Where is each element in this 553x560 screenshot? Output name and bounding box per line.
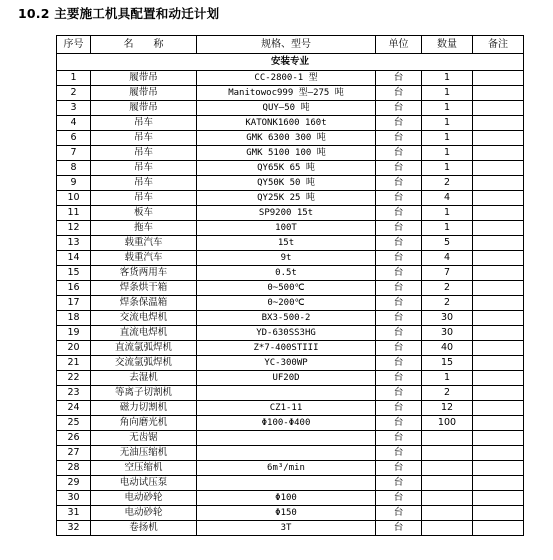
row-no: 27 xyxy=(57,446,91,461)
row-no: 13 xyxy=(57,236,91,251)
row-spec: 3T xyxy=(197,521,376,536)
row-unit: 台 xyxy=(376,131,422,146)
row-name: 载重汽车 xyxy=(91,236,197,251)
row-name: 板车 xyxy=(91,206,197,221)
row-no: 7 xyxy=(57,146,91,161)
row-spec: UF20D xyxy=(197,371,376,386)
header-spec: 规格、型号 xyxy=(197,36,376,54)
row-remarks xyxy=(473,401,524,416)
row-name: 无齿锯 xyxy=(91,431,197,446)
row-unit: 台 xyxy=(376,491,422,506)
row-quantity: 1 xyxy=(422,101,473,116)
row-remarks xyxy=(473,206,524,221)
row-name: 去湿机 xyxy=(91,371,197,386)
row-no: 26 xyxy=(57,431,91,446)
row-quantity: 1 xyxy=(422,221,473,236)
row-name: 焊条保温箱 xyxy=(91,296,197,311)
table-row xyxy=(57,476,524,491)
row-quantity xyxy=(422,431,473,446)
row-remarks xyxy=(473,251,524,266)
row-name: 吊车 xyxy=(91,131,197,146)
row-quantity: 4 xyxy=(422,191,473,206)
row-remarks xyxy=(473,476,524,491)
row-spec: QY65K 65 吨 xyxy=(197,161,376,176)
row-spec: QY25K 25 吨 xyxy=(197,191,376,206)
table-row xyxy=(57,116,524,131)
table-row xyxy=(57,506,524,521)
header-no: 序号 xyxy=(57,36,91,54)
equipment-table xyxy=(56,35,524,536)
table-row xyxy=(57,206,524,221)
row-remarks xyxy=(473,521,524,536)
row-spec: KATONK1600 160t xyxy=(197,116,376,131)
row-no: 4 xyxy=(57,116,91,131)
row-spec: Φ100 xyxy=(197,491,376,506)
row-name: 载重汽车 xyxy=(91,251,197,266)
row-quantity: 15 xyxy=(422,356,473,371)
table-row xyxy=(57,221,524,236)
row-name: 卷扬机 xyxy=(91,521,197,536)
table-row xyxy=(57,236,524,251)
row-spec: BX3-500-2 xyxy=(197,311,376,326)
row-name: 拖车 xyxy=(91,221,197,236)
table-row xyxy=(57,281,524,296)
table-row xyxy=(57,491,524,506)
row-no: 17 xyxy=(57,296,91,311)
row-no: 23 xyxy=(57,386,91,401)
row-remarks xyxy=(473,131,524,146)
row-name: 电动试压泵 xyxy=(91,476,197,491)
row-name: 客货两用车 xyxy=(91,266,197,281)
table-row xyxy=(57,416,524,431)
row-unit: 台 xyxy=(376,176,422,191)
row-quantity: 2 xyxy=(422,386,473,401)
row-remarks xyxy=(473,161,524,176)
row-no: 1 xyxy=(57,71,91,86)
table-row xyxy=(57,446,524,461)
row-quantity xyxy=(422,521,473,536)
row-unit: 台 xyxy=(376,116,422,131)
row-spec: YD-630SS3HG xyxy=(197,326,376,341)
row-spec: GMK 6300 300 吨 xyxy=(197,131,376,146)
row-remarks xyxy=(473,386,524,401)
row-no: 20 xyxy=(57,341,91,356)
row-remarks xyxy=(473,506,524,521)
row-unit: 台 xyxy=(376,356,422,371)
row-spec xyxy=(197,431,376,446)
row-remarks xyxy=(473,191,524,206)
row-name: 直流电焊机 xyxy=(91,326,197,341)
row-name: 直流氩弧焊机 xyxy=(91,341,197,356)
row-spec: 6m³/min xyxy=(197,461,376,476)
row-no: 3 xyxy=(57,101,91,116)
row-quantity: 4 xyxy=(422,251,473,266)
row-remarks xyxy=(473,296,524,311)
row-no: 18 xyxy=(57,311,91,326)
row-remarks xyxy=(473,311,524,326)
table-row xyxy=(57,131,524,146)
row-unit: 台 xyxy=(376,206,422,221)
row-remarks xyxy=(473,221,524,236)
row-unit: 台 xyxy=(376,371,422,386)
row-no: 10 xyxy=(57,191,91,206)
header-name: 名 称 xyxy=(91,36,197,54)
row-no: 2 xyxy=(57,86,91,101)
row-quantity xyxy=(422,491,473,506)
row-name: 无油压缩机 xyxy=(91,446,197,461)
table-row xyxy=(57,326,524,341)
row-spec xyxy=(197,386,376,401)
row-quantity: 1 xyxy=(422,86,473,101)
row-spec: 100T xyxy=(197,221,376,236)
table-row xyxy=(57,161,524,176)
table-row xyxy=(57,296,524,311)
row-spec: QUY—50 吨 xyxy=(197,101,376,116)
row-unit: 台 xyxy=(376,101,422,116)
row-no: 11 xyxy=(57,206,91,221)
row-remarks xyxy=(473,416,524,431)
row-quantity xyxy=(422,446,473,461)
row-quantity: 40 xyxy=(422,341,473,356)
table-row xyxy=(57,386,524,401)
row-name: 磁力切割机 xyxy=(91,401,197,416)
row-name: 履带吊 xyxy=(91,71,197,86)
row-unit: 台 xyxy=(376,461,422,476)
row-unit: 台 xyxy=(376,86,422,101)
row-quantity: 1 xyxy=(422,206,473,221)
row-remarks xyxy=(473,446,524,461)
row-remarks xyxy=(473,431,524,446)
table-row xyxy=(57,311,524,326)
row-spec: 0~500℃ xyxy=(197,281,376,296)
row-no: 30 xyxy=(57,491,91,506)
row-quantity: 5 xyxy=(422,236,473,251)
row-no: 12 xyxy=(57,221,91,236)
section-row xyxy=(57,54,524,71)
header-remarks: 备注 xyxy=(473,36,524,54)
header-unit: 单位 xyxy=(376,36,422,54)
row-spec: 15t xyxy=(197,236,376,251)
row-remarks xyxy=(473,176,524,191)
row-quantity: 100 xyxy=(422,416,473,431)
row-unit: 台 xyxy=(376,281,422,296)
row-remarks xyxy=(473,326,524,341)
row-no: 31 xyxy=(57,506,91,521)
row-remarks xyxy=(473,236,524,251)
row-no: 15 xyxy=(57,266,91,281)
table-header-row xyxy=(57,36,524,54)
row-unit: 台 xyxy=(376,326,422,341)
row-spec: QY50K 50 吨 xyxy=(197,176,376,191)
row-spec: Z*7-400STIII xyxy=(197,341,376,356)
row-spec: 0~200℃ xyxy=(197,296,376,311)
row-remarks xyxy=(473,86,524,101)
row-quantity: 2 xyxy=(422,296,473,311)
row-unit: 台 xyxy=(376,146,422,161)
row-remarks xyxy=(473,266,524,281)
table-row xyxy=(57,461,524,476)
section-heading: 10.2 主要施工机具配置和动迁计划 xyxy=(18,6,220,21)
row-no: 14 xyxy=(57,251,91,266)
row-unit: 台 xyxy=(376,311,422,326)
row-quantity xyxy=(422,506,473,521)
row-spec xyxy=(197,446,376,461)
row-unit: 台 xyxy=(376,191,422,206)
row-name: 吊车 xyxy=(91,161,197,176)
row-quantity: 30 xyxy=(422,311,473,326)
table-row xyxy=(57,251,524,266)
row-spec: 0.5t xyxy=(197,266,376,281)
row-name: 电动砂轮 xyxy=(91,506,197,521)
row-quantity: 1 xyxy=(422,71,473,86)
row-no: 19 xyxy=(57,326,91,341)
table-row xyxy=(57,371,524,386)
row-no: 22 xyxy=(57,371,91,386)
row-quantity: 2 xyxy=(422,176,473,191)
row-no: 9 xyxy=(57,176,91,191)
row-spec: SP9200 15t xyxy=(197,206,376,221)
row-unit: 台 xyxy=(376,236,422,251)
row-remarks xyxy=(473,371,524,386)
row-name: 履带吊 xyxy=(91,101,197,116)
row-unit: 台 xyxy=(376,476,422,491)
row-spec xyxy=(197,476,376,491)
table-row xyxy=(57,71,524,86)
row-name: 等离子切割机 xyxy=(91,386,197,401)
row-no: 16 xyxy=(57,281,91,296)
row-name: 吊车 xyxy=(91,146,197,161)
row-remarks xyxy=(473,356,524,371)
table-row xyxy=(57,521,524,536)
row-quantity: 30 xyxy=(422,326,473,341)
table-row xyxy=(57,356,524,371)
row-quantity: 1 xyxy=(422,131,473,146)
row-name: 交流氩弧焊机 xyxy=(91,356,197,371)
row-spec: YC-300WP xyxy=(197,356,376,371)
row-unit: 台 xyxy=(376,251,422,266)
table-row xyxy=(57,401,524,416)
row-remarks xyxy=(473,71,524,86)
row-no: 32 xyxy=(57,521,91,536)
row-no: 21 xyxy=(57,356,91,371)
row-quantity: 2 xyxy=(422,281,473,296)
row-remarks xyxy=(473,101,524,116)
row-no: 24 xyxy=(57,401,91,416)
row-remarks xyxy=(473,281,524,296)
row-quantity: 1 xyxy=(422,116,473,131)
row-unit: 台 xyxy=(376,386,422,401)
row-spec: Manitowoc999 型—275 吨 xyxy=(197,86,376,101)
row-quantity: 1 xyxy=(422,146,473,161)
table-row xyxy=(57,101,524,116)
table-row xyxy=(57,266,524,281)
row-remarks xyxy=(473,116,524,131)
row-name: 电动砂轮 xyxy=(91,491,197,506)
row-unit: 台 xyxy=(376,521,422,536)
row-no: 8 xyxy=(57,161,91,176)
table-row xyxy=(57,191,524,206)
section-label: 安装专业 xyxy=(57,54,524,71)
row-spec: GMK 5100 100 吨 xyxy=(197,146,376,161)
row-unit: 台 xyxy=(376,71,422,86)
row-unit: 台 xyxy=(376,341,422,356)
row-unit: 台 xyxy=(376,221,422,236)
row-quantity: 12 xyxy=(422,401,473,416)
row-quantity: 7 xyxy=(422,266,473,281)
row-no: 28 xyxy=(57,461,91,476)
row-remarks xyxy=(473,461,524,476)
row-no: 25 xyxy=(57,416,91,431)
row-unit: 台 xyxy=(376,401,422,416)
row-unit: 台 xyxy=(376,266,422,281)
row-quantity: 1 xyxy=(422,371,473,386)
row-spec: CZ1-11 xyxy=(197,401,376,416)
row-unit: 台 xyxy=(376,161,422,176)
row-unit: 台 xyxy=(376,446,422,461)
row-no: 6 xyxy=(57,131,91,146)
row-name: 焊条烘干箱 xyxy=(91,281,197,296)
row-quantity xyxy=(422,461,473,476)
row-spec: CC-2800-1 型 xyxy=(197,71,376,86)
row-spec: 9t xyxy=(197,251,376,266)
row-spec: Φ100-Φ400 xyxy=(197,416,376,431)
row-quantity: 1 xyxy=(422,161,473,176)
row-remarks xyxy=(473,491,524,506)
row-name: 吊车 xyxy=(91,191,197,206)
row-no: 29 xyxy=(57,476,91,491)
row-name: 空压缩机 xyxy=(91,461,197,476)
row-unit: 台 xyxy=(376,416,422,431)
row-name: 交流电焊机 xyxy=(91,311,197,326)
table-row xyxy=(57,431,524,446)
row-unit: 台 xyxy=(376,431,422,446)
header-quantity: 数量 xyxy=(422,36,473,54)
table-row xyxy=(57,176,524,191)
row-name: 吊车 xyxy=(91,116,197,131)
row-name: 履带吊 xyxy=(91,86,197,101)
table-row xyxy=(57,86,524,101)
row-unit: 台 xyxy=(376,296,422,311)
row-unit: 台 xyxy=(376,506,422,521)
row-spec: Φ150 xyxy=(197,506,376,521)
row-quantity xyxy=(422,476,473,491)
table-row xyxy=(57,341,524,356)
table-row xyxy=(57,146,524,161)
row-name: 角向磨光机 xyxy=(91,416,197,431)
row-remarks xyxy=(473,146,524,161)
row-remarks xyxy=(473,341,524,356)
row-name: 吊车 xyxy=(91,176,197,191)
